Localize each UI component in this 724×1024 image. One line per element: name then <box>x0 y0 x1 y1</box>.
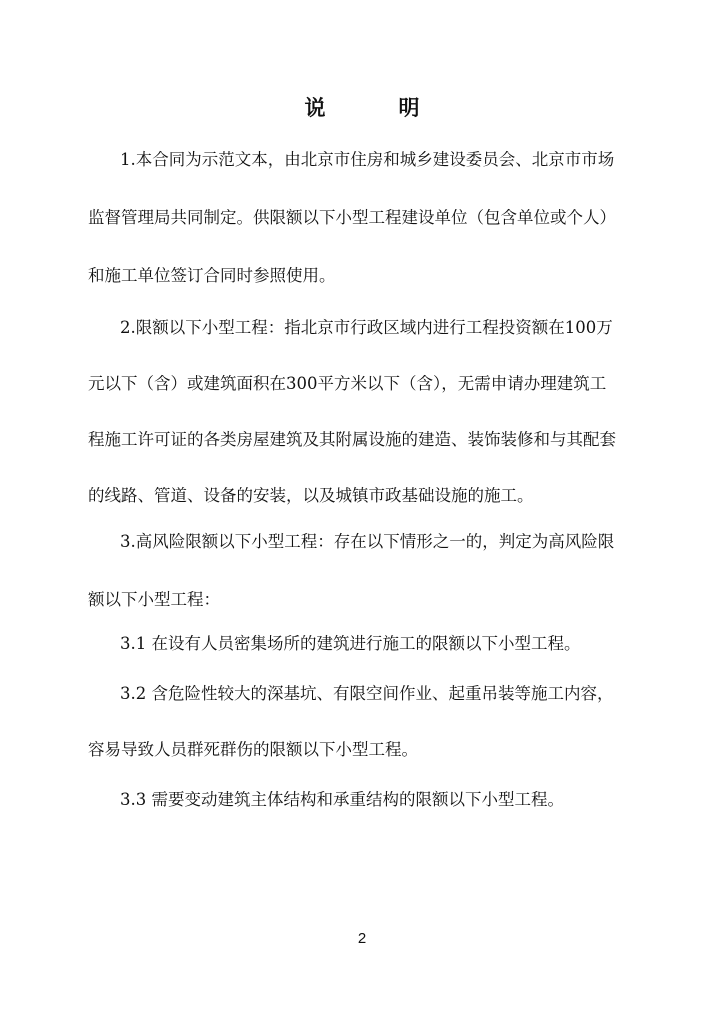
page-number: 2 <box>357 930 367 947</box>
paragraph-line: 额以下小型工程： <box>88 590 220 609</box>
paragraph-line: 元以下（含）或建筑面积在300平方米以下（含），无需申请办理建筑工 <box>88 374 607 393</box>
paragraph-line: 3.2 含危险性较大的深基坑、有限空间作业、起重吊装等施工内容， <box>120 684 614 703</box>
paragraph-line: 容易导致人员群死群伤的限额以下小型工程。 <box>88 740 418 759</box>
paragraph-line: 3.3 需要变动建筑主体结构和承重结构的限额以下小型工程。 <box>120 790 564 809</box>
page-title: 说 明 <box>304 96 446 120</box>
paragraph-line: 监督管理局共同制定。供限额以下小型工程建设单位（包含单位或个人） <box>88 208 616 227</box>
paragraph-line: 程施工许可证的各类房屋建筑及其附属设施的建造、装饰装修和与其配套 <box>88 430 616 449</box>
paragraph-line: 和施工单位签订合同时参照使用。 <box>88 266 336 285</box>
paragraph-line: 2.限额以下小型工程：指北京市行政区域内进行工程投资额在100万 <box>120 318 613 337</box>
paragraph-line: 的线路、管道、设备的安装，以及城镇市政基础设施的施工。 <box>88 486 534 505</box>
paragraph-line: 3.高风险限额以下小型工程：存在以下情形之一的，判定为高风险限 <box>120 532 615 551</box>
paragraph-line: 3.1 在设有人员密集场所的建筑进行施工的限额以下小型工程。 <box>120 634 581 653</box>
paragraph-line: 1.本合同为示范文本，由北京市住房和城乡建设委员会、北京市市场 <box>120 150 615 169</box>
